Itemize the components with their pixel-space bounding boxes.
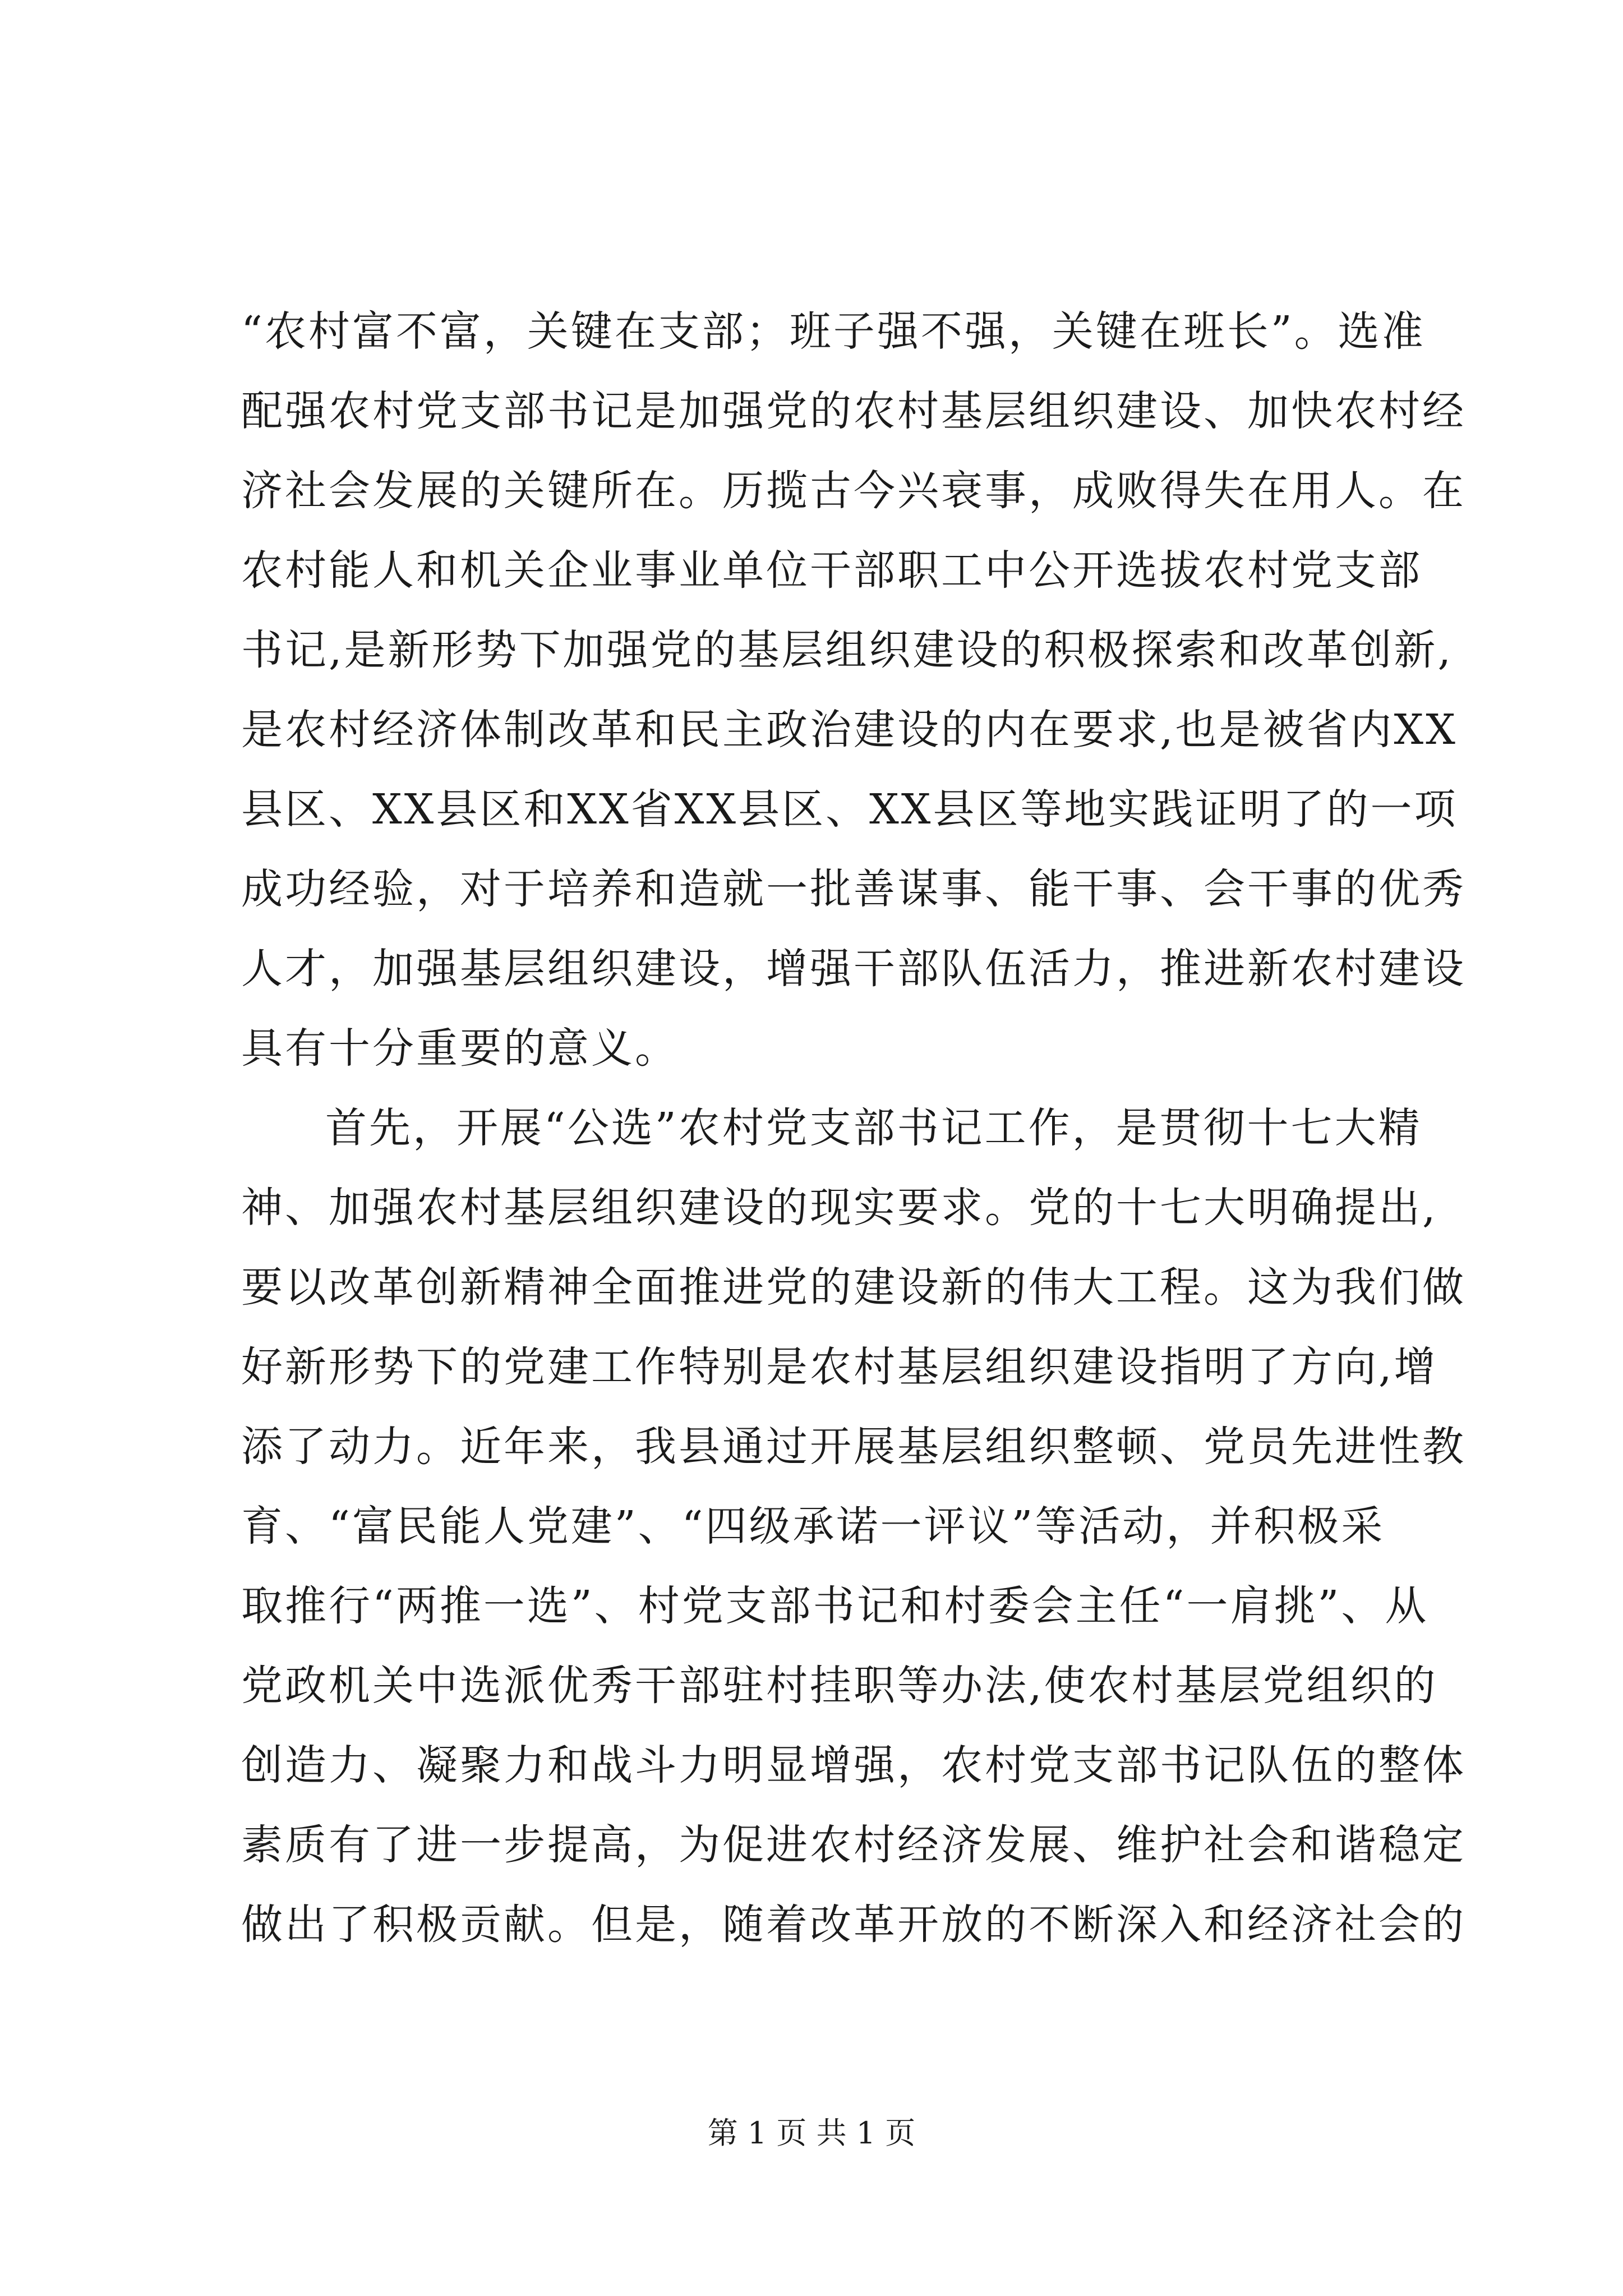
paragraph-1 bbox=[241, 292, 1466, 1088]
text-line: 好新形势下的党建工作特别是农村基层组织建设指明了方向,增 bbox=[241, 1343, 1438, 1391]
text-line: 添了动力。近年来，我县通过开展基层组织整顿、党员先进性教 bbox=[241, 1423, 1466, 1471]
text-line: 人才，加强基层组织建设，增强干部队伍活力，推进新农村建设 bbox=[241, 945, 1466, 993]
text-line: 首先，开展“公选”农村党支部书记工作，是贯彻十七大精 bbox=[325, 1104, 1422, 1152]
text-line: 神、加强农村基层组织建设的现实要求。党的十七大明确提出, bbox=[241, 1184, 1438, 1232]
text-line: 县区、XX县区和XX省XX县区、XX县区等地实践证明了的一项 bbox=[241, 785, 1458, 834]
text-line: 书记,是新形势下加强党的基层组织建设的积极探索和改革创新, bbox=[241, 626, 1454, 674]
document-body bbox=[241, 292, 1466, 1964]
text-line: 具有十分重要的意义。 bbox=[241, 1024, 679, 1073]
text-line: 要以改革创新精神全面推进党的建设新的伟大工程。这为我们做 bbox=[241, 1263, 1466, 1312]
text-line: 做出了积极贡献。但是，随着改革开放的不断深入和经济社会的 bbox=[241, 1901, 1466, 1949]
text-line: 素质有了进一步提高，为促进农村经济发展、维护社会和谐稳定 bbox=[241, 1821, 1466, 1869]
text-line: 成功经验，对于培养和造就一批善谋事、能干事、会干事的优秀 bbox=[241, 865, 1466, 913]
text-line: 济社会发展的关键所在。历揽古今兴衰事，成败得失在用人。在 bbox=[241, 467, 1466, 515]
page-number-label: 第 1 页 共 1 页 bbox=[707, 2115, 916, 2151]
text-line: 取推行“两推一选”、村党支部书记和村委会主任“一肩挑”、从 bbox=[241, 1582, 1429, 1630]
text-line: “农村富不富，关键在支部；班子强不强，关键在班长”。选准 bbox=[241, 307, 1426, 356]
paragraph-2 bbox=[241, 1088, 1466, 1964]
page-footer bbox=[0, 2114, 1623, 2153]
text-line: 育、“富民能人党建”、“四级承诺一评议”等活动，并积极采 bbox=[241, 1502, 1385, 1550]
text-line: 创造力、凝聚力和战斗力明显增强，农村党支部书记队伍的整体 bbox=[241, 1741, 1466, 1789]
text-line: 党政机关中选派优秀干部驻村挂职等办法,使农村基层党组织的 bbox=[241, 1662, 1438, 1710]
text-line: 是农村经济体制改革和民主政治建设的内在要求,也是被省内XX bbox=[241, 706, 1458, 754]
text-line: 配强农村党支部书记是加强党的农村基层组织建设、加快农村经 bbox=[241, 387, 1466, 435]
text-line: 农村能人和机关企业事业单位干部职工中公开选拔农村党支部 bbox=[241, 546, 1422, 595]
